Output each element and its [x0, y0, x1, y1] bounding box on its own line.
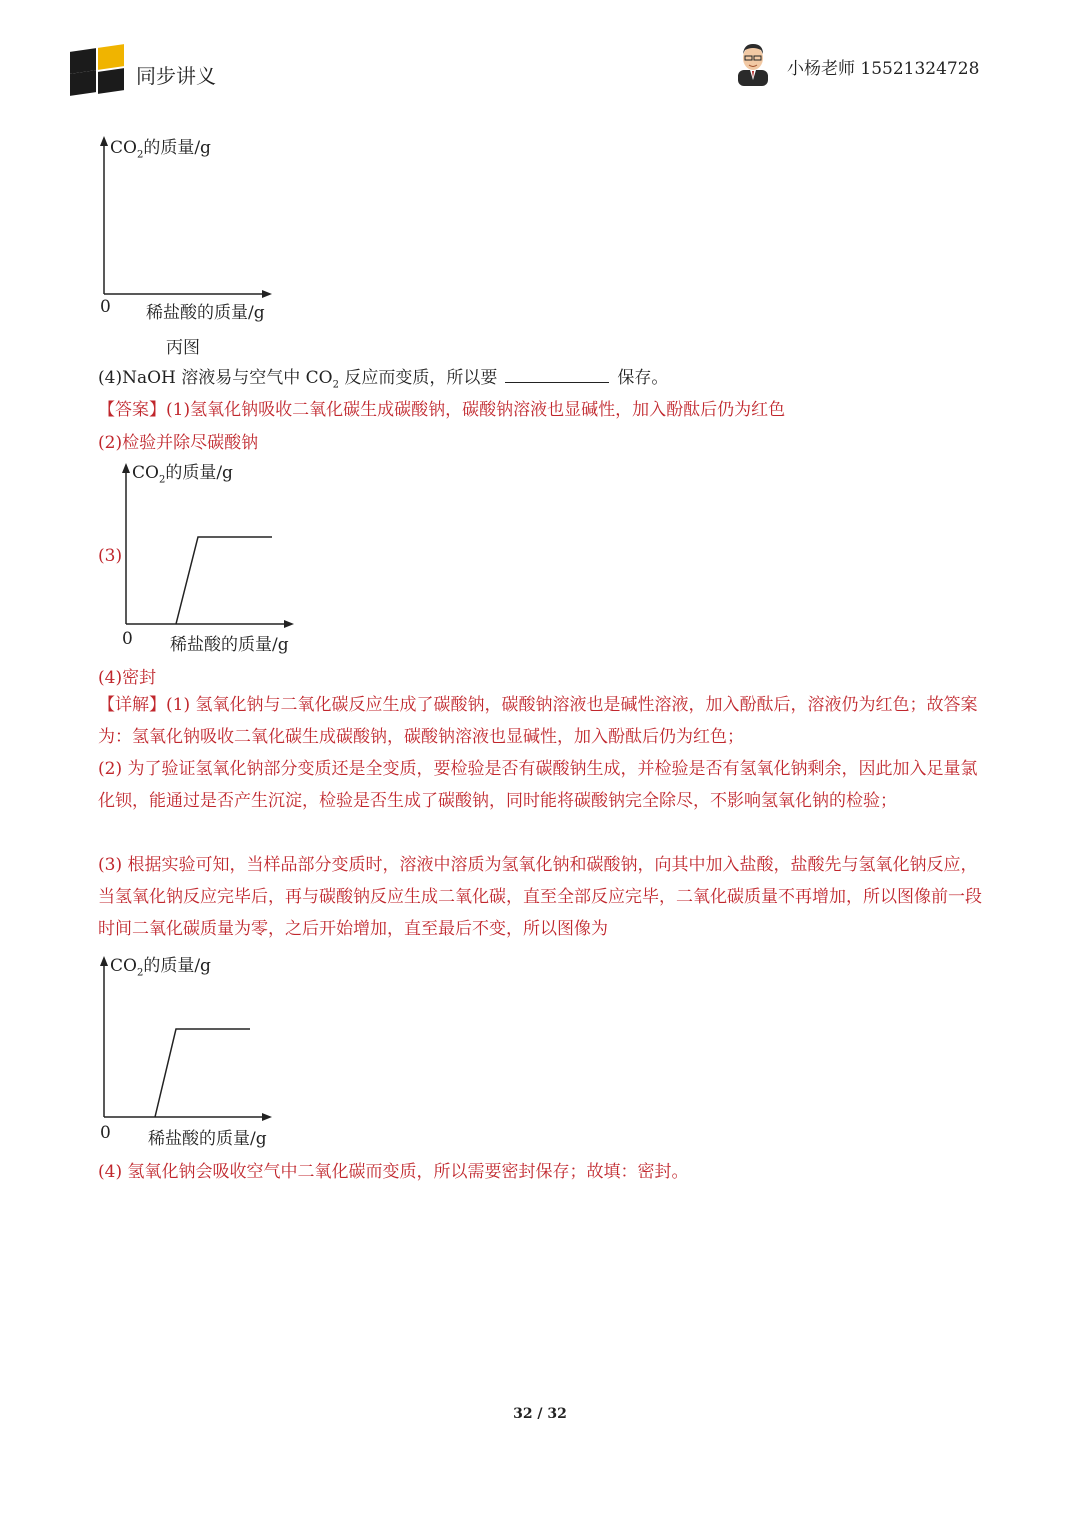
question-4: (4)NaOH 溶液易与空气中 $CO_2$ 反应而变质，所以要 保存。: [98, 368, 669, 391]
graph-answer-xlabel: 稀盐酸的质量/g: [170, 635, 289, 655]
graph-answer-x-arrow: [284, 620, 294, 628]
teacher-avatar-icon: [734, 40, 772, 86]
graph-answer-origin: 0: [122, 629, 133, 649]
graph-explain-xlabel: 稀盐酸的质量/g: [148, 1129, 267, 1149]
explanation-1: 【详解】(1) 氢氧化钠与二氧化碳反应生成了碳酸钠，碳酸钠溶液也是碱性溶液，加入酚酞后，溶液仍为红色；故答案为：氢氧化钠吸收二氧化碳生成碳酸钠，碳酸钠溶液也显碱性，加入酚酞后仍为红色；: [98, 695, 978, 747]
graph-explain-curve: [155, 1029, 250, 1117]
brand-title: 同步讲义: [136, 64, 216, 88]
explanation-3: (3) 根据实验可知，当样品部分变质时，溶液中溶质为氢氧化钠和碳酸钠，向其中加入盐酸，盐酸先与氢氧化钠反应，当氢氧化钠反应完毕后，再与碳酸钠反应生成二氧化碳，直至全部反应完毕，二氧化碳质量不再增加，所以图像前一段时间二氧化碳质量为零，之后开始增加，直至最后不变，所以图像为: [98, 855, 982, 939]
graph-answer-ylabel: $CO_2$的质量/g: [132, 463, 233, 486]
graph-bing-x-arrow: [262, 290, 272, 298]
graph-answer-y-arrow: [122, 463, 130, 473]
teacher-contact: 小杨老师 15521324728: [787, 59, 980, 79]
graph-explain-y-arrow: [100, 956, 108, 966]
graph-explain-origin: 0: [100, 1123, 111, 1143]
graph-bing-y-arrow: [100, 136, 108, 146]
explanation-4: (4) 氢氧化钠会吸收空气中二氧化碳而变质，所以需要密封保存；故填：密封。: [98, 1162, 689, 1182]
graph-bing-caption: 丙图: [166, 338, 200, 358]
graph-bing-ylabel: $CO_2$的质量/g: [110, 138, 211, 161]
page-number: 32 / 32: [513, 1406, 567, 1422]
graph-explain-x-arrow: [262, 1113, 272, 1121]
answer-4: (4)密封: [98, 668, 157, 688]
graph-bing-xlabel: 稀盐酸的质量/g: [146, 303, 265, 323]
answer-blank: [505, 368, 609, 383]
answer-3-label: (3): [98, 546, 123, 566]
graph-answer-curve: [176, 537, 272, 624]
logo: [70, 46, 126, 94]
graph-answer-axes: [118, 460, 308, 630]
graph-explain-ylabel: $CO_2$的质量/g: [110, 956, 211, 979]
explanation-2: (2) 为了验证氢氧化钠部分变质还是全变质，要检验是否有碳酸钠生成，并检验是否有氢氧化钠剩余，因此加入足量氯化钡，能通过是否产生沉淀，检验是否生成了碳酸钠，同时能将碳酸钠完全除尽，不影响氢氧化钠的检验；: [98, 759, 978, 811]
graph-bing-origin: 0: [100, 297, 111, 317]
answer-1: 【答案】(1)氢氧化钠吸收二氧化碳生成碳酸钠，碳酸钠溶液也显碱性，加入酚酞后仍为红色: [98, 400, 786, 420]
answer-2: (2)检验并除尽碳酸钠: [98, 433, 259, 453]
graph-explain-axes: [96, 953, 286, 1123]
